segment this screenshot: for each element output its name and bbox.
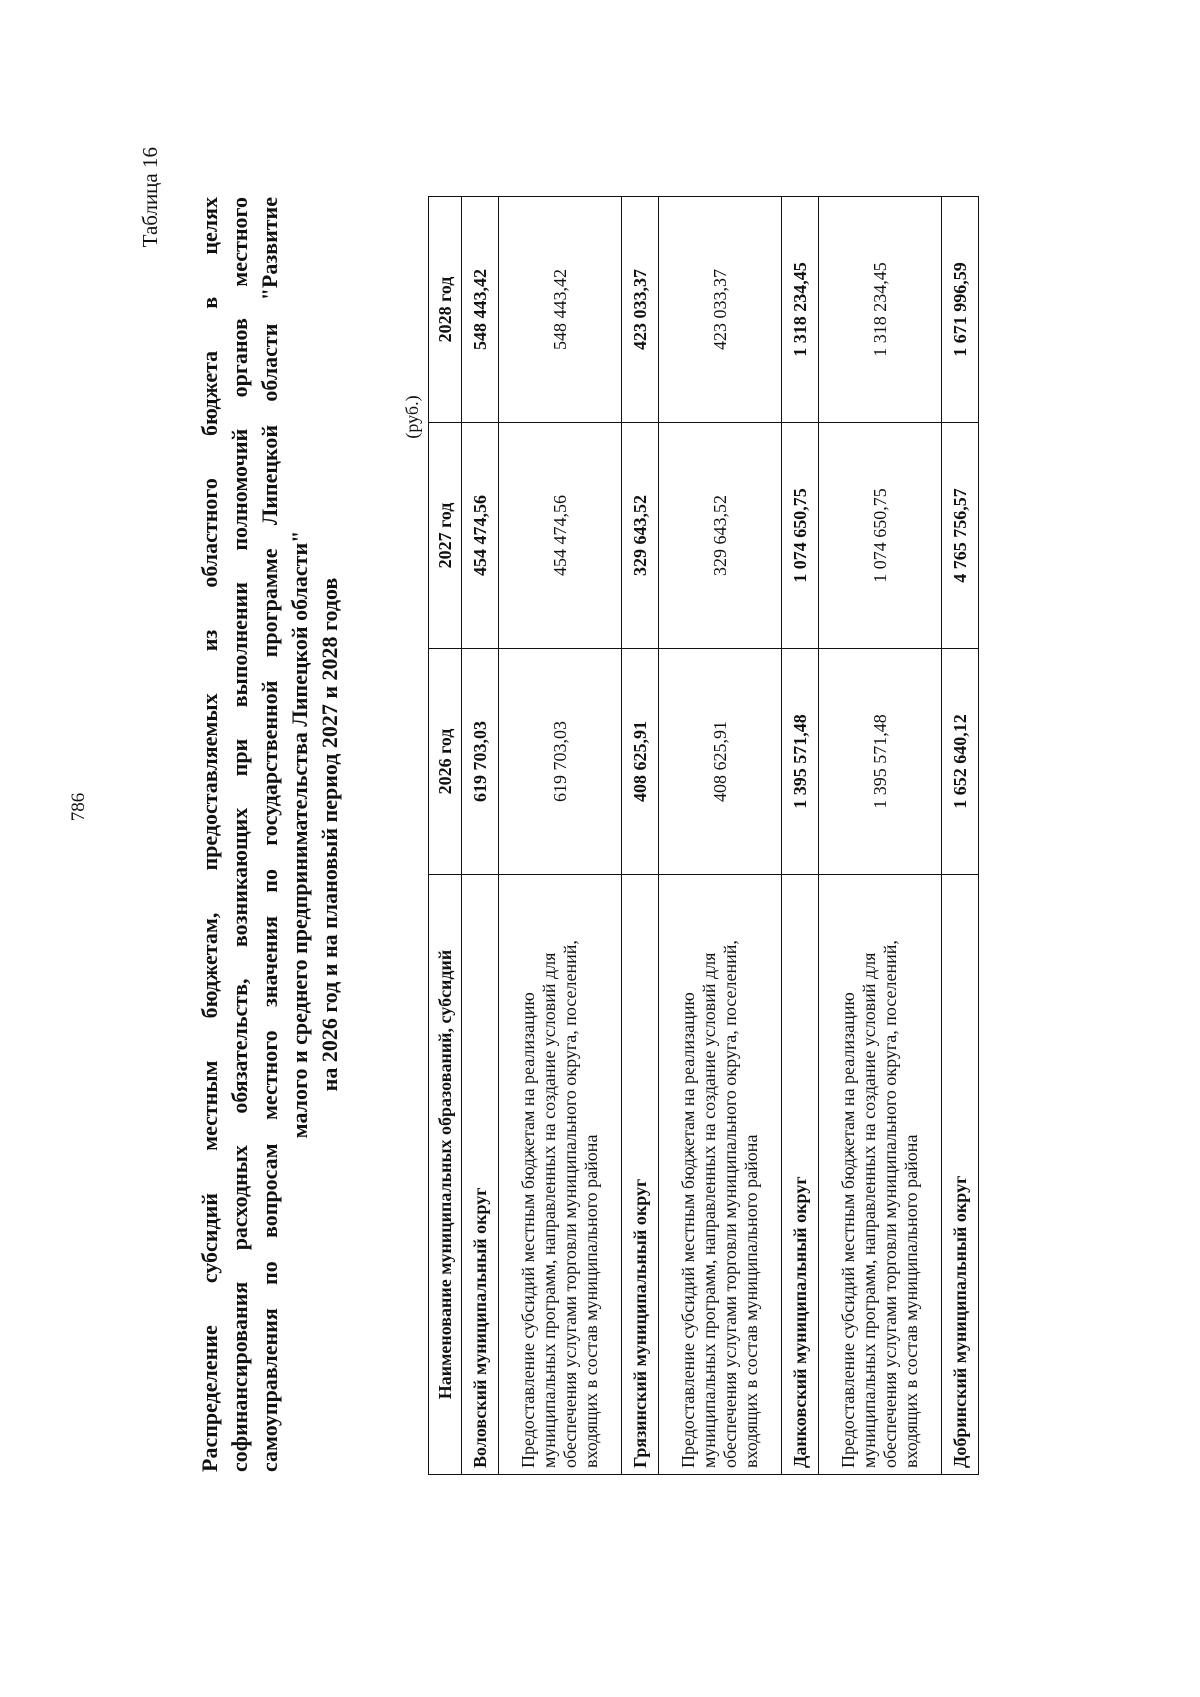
table-row [782,197,819,1475]
table-row [819,197,942,1475]
value-2028: 1 318 234,45 [782,197,819,423]
value-2028: 1 318 234,45 [819,197,942,423]
value-2028: 423 033,37 [622,197,659,423]
title-line: малого и среднего предпринимательства Липецкой области" [287,530,312,1139]
value-2028: 548 443,42 [499,197,622,423]
value-2027: 329 643,52 [622,423,659,649]
title-line: самоуправления по вопросам местного значения по государственной программе Липецкой области "Развитие [257,197,282,1472]
table-row [462,197,499,1475]
value-2026: 1 395 571,48 [782,649,819,875]
subsidy-table [428,196,979,1475]
value-2027: 454 474,56 [499,423,622,649]
row-name: Данковский муниципальный округ [782,875,819,1475]
table-label: Таблица 16 [138,147,162,248]
value-2027: 1 074 650,75 [819,423,942,649]
title-line: Распределение субсидий местным бюджетам, предоставляемых из областного бюджета в целях [197,197,222,1472]
table-row [499,197,622,1475]
header-2027: 2027 год [429,423,462,649]
units-label: (руб.) [402,395,422,439]
row-name: Добринский муниципальный округ [942,875,979,1475]
title-line: софинансирования расходных обязательств, возникающих при выполнении полномочий органов местного [227,197,252,1472]
value-2026: 408 625,91 [622,649,659,875]
row-name: Предоставление субсидий местным бюджетам на реализацию муниципальных программ, направленных на создание условий для обеспечения услугами торговли муниципального округа, поселений, входящих в состав муниципального района [499,875,622,1475]
value-2028: 1 671 996,59 [942,197,979,423]
row-name: Воловский муниципальный округ [462,875,499,1475]
header-2026: 2026 год [429,649,462,875]
value-2026: 1 652 640,12 [942,649,979,875]
table-row [942,197,979,1475]
table-row [659,197,782,1475]
row-name: Предоставление субсидий местным бюджетам на реализацию муниципальных программ, направленных на создание условий для обеспечения услугами торговли муниципального округа, поселений, входящих в состав муниципального района [819,875,942,1475]
value-2026: 619 703,03 [499,649,622,875]
table-row [622,197,659,1475]
header-2028: 2028 год [429,197,462,423]
value-2028: 548 443,42 [462,197,499,423]
row-name: Грязинский муниципальный округ [622,875,659,1475]
document-title [195,197,345,1472]
value-2027: 329 643,52 [659,423,782,649]
table-header-row [429,197,462,1475]
value-2026: 619 703,03 [462,649,499,875]
value-2026: 408 625,91 [659,649,782,875]
value-2028: 423 033,37 [659,197,782,423]
row-name: Предоставление субсидий местным бюджетам на реализацию муниципальных программ, направленных на создание условий для обеспечения услугами торговли муниципального округа, поселений, входящих в состав муниципального района [659,875,782,1475]
title-line: на 2026 год и на плановый период 2027 и 2028 годов [317,577,342,1092]
value-2027: 4 765 756,57 [942,423,979,649]
value-2026: 1 395 571,48 [819,649,942,875]
value-2027: 1 074 650,75 [782,423,819,649]
value-2027: 454 474,56 [462,423,499,649]
page-number: 786 [68,792,89,822]
header-name: Наименование муниципальных образований, субсидий [429,875,462,1475]
